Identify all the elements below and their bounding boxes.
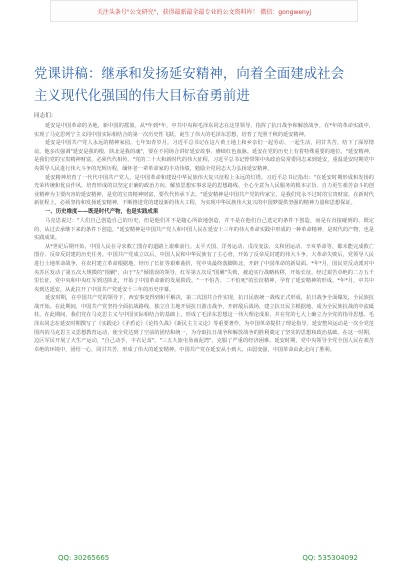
- footer-contacts: [58, 552, 358, 564]
- paragraph: 马克思说过："人们自己创造自己的历史，但是他们并不是随心所欲地创造，并不是在他们自己选定的条件下创造，而是在直接碰到的、既定的、从过去承继下来的条件下创造。"延安精神是中国共产党人和中国人民在延安十三年的伟大革命实践中形成的一种革命精神，是时代的产物，也是实践成果。: [34, 217, 374, 242]
- banner-text: 关注头条号"公文研究"，获得最新最全最专业的公文资料库！ 微信：gongwenyj: [96, 8, 312, 16]
- paragraph: 延安精神培育了一代代中国共产党人，是中国革命和建设中华民族伟大复兴征程上永远的灯塔。习近平总书记指出："在延安时期形成和发扬的光荣传统和优良作风，培育形成的以坚定正确的政治方向、解放思想实事求是的思想路线、全心全意为人民服务的根本宗旨、自力更生艰苦奋斗的创业精神为主要内容的延安精神，是党的宝贵精神财富，要代代传承下去。"延安精神是中国共产党的传家宝，是我们党永不过时的宝贵财富，在新时代新征程上，必须坚持和发扬延安精神，不断推进党的建设新的伟大工程，为实现中华民族伟大复兴的中国梦提供坚强的精神力量和思想保证。: [34, 174, 374, 207]
- paragraph: 从*世纪后期开始，中国人民在寻求救亡图存的道路上艰难前行。太平天国、洋务运动、戊戌变法、义和团运动、辛亥革命等，都未能完成救亡图存、反帝反封建的历史任务。中国共产党成立以后，中国人民和中华民族有了主心骨，开始了反帝反封建的伟大斗争。大革命失败后，党领导人民进行土地革命战争，在农村建立革命根据地，经历了长征等艰难曲折，党中央最终落脚陕北，开辟了中国革命的新局面。*年*月，国民党反动派对中央苏区发动了第五次大规模的"围剿"，由于"左"倾错误的领导，红军第五次反"围剿"失败，被迫实行战略转移，开始长征。经过艰苦卓绝的二万五千里长征，党中央和中央红军到达陕北，开始了中国革命新的发展阶段。"一不怕苦、二不怕死"的长征精神，孕育了延安精神的形成。*年*月，中共中央到达延安，从此拉开了中国共产党延安十三年的历史序幕。: [34, 243, 374, 293]
- section-heading: 一、历史维度——既是时代产物，也是实践成果: [45, 208, 159, 215]
- paragraph: 延安是中国共产党人永远的精神家园。七年知青岁月，习近平总书记在这片黄土地上和乡亲们一起劳动、一起生活，同甘共苦，结下了深厚情谊。他多次强调"延安是我的根，陕北是我的魂"，要在不同场合讲好延安故事，赓续红色血脉。延安在党的历史上有着特殊重要的地位。"延安精神，是我们党的宝贵精神财富，必须代代相传。"党的二十大和新时代的伟大征程，习近平总书记曾带领中央政治局常委同志来到延安，重温延安时期党中央领导人民进行伟大斗争的光辉历程，缅怀老一辈革命家的丰功伟绩，勉励全党同志大力弘扬延安精神。: [34, 140, 374, 172]
- title-line-1: 党课讲稿：继承和发扬延安精神，向着全面建成社会: [34, 67, 345, 82]
- paragraph: 延安时期，在中国共产党的领导下，西安事变得到和平解决，第二次国共合作实现，抗日民族统一战线正式形成，抗日战争全面爆发，全民族抗战开始。在此期间，中国共产党坚持全面抗战路线，独立自主地开展抗日游击战争，开辟敌后战场，建立抗日民主根据地，成为全民族抗战的中流砥柱。在此期间，我们党在马克思主义与中国实际相结合的基础上，形成了毛泽东思想这一伟大理论成果，并在党的七大上确立为全党的指导思想。毛泽东同志在延安时期撰写了《实践论》《矛盾论》《论持久战》《新民主主义论》等重要著作，为中国革命提供了理论指导。延安整风运动是一次全党范围内的马克思主义思想教育运动，使全党达到了空前的团结和统一，为夺取抗日战争和解放战争的胜利奠定了坚实的思想和政治基础。在这一时期，边区军民开展了大生产运动，"自己动手，丰衣足食"，"三五九旅屯垦南泥湾"，克服了严重的经济困难。延安时期，党中央领导全党全国人民在艰苦卓绝的环境中，团结一心，同甘共苦，形成了伟大的延安精神。中国共产党在延安从小到大、由弱变强，中国革命由此走向了胜利。: [34, 295, 374, 353]
- greeting: 同志们：: [34, 113, 57, 119]
- top-banner[interactable]: [50, 0, 358, 22]
- footer-qq-1[interactable]: QQ: 30265665: [58, 554, 110, 562]
- document-body: [34, 112, 374, 552]
- document-title: [34, 64, 376, 108]
- title-line-2: 主义现代化强国的伟大目标奋勇前进: [34, 89, 250, 104]
- paragraph: 延安是中国革命的圣地，新中国的摇篮。从*年到*年，中共中央和毛泽东同志在这里领导、指挥了抗日战争和解放战争。在*年的革命实践中，实现了马克思列宁主义同中国实际相结合的第一次历史性飞跃，诞生了伟大的毛泽东思想，培育了光照千秋的延安精神。: [34, 123, 374, 138]
- footer-qq-2[interactable]: QQ: 535304092: [302, 554, 358, 562]
